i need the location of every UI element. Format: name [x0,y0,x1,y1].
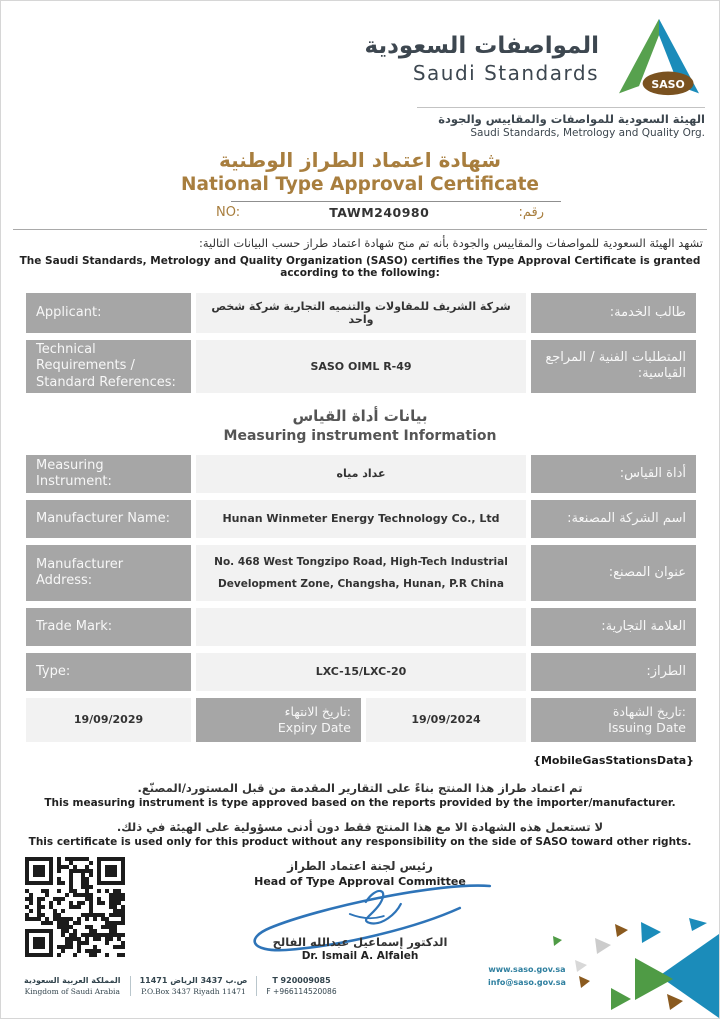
note-liability-ar: لا تستعمل هذه الشهادة الا مع هذا المنتج فقط دون أدنى مسؤولية على الهيئة في ذلك. [116,819,604,834]
saso-logo-icon [613,17,705,101]
expiry-date-value: 19/09/2029 [26,698,191,742]
header [1,1,719,101]
org-name-english: Saudi Standards, Metrology and Quality Org. [470,127,705,139]
signatory-names [1,935,719,962]
type-value: LXC-15/LXC-20 [196,653,526,691]
instrument-section-title-en: Measuring instrument Information [223,427,497,444]
issuing-date-value: 19/09/2024 [366,698,526,742]
note-approval [1,781,719,809]
note-approval-en: This measuring instrument is type approved based on the reports provided by the importer/manufacturer. [44,796,676,809]
manufacturer-address-label-en: Manufacturer Address: [26,545,191,601]
type-label-en: Type: [26,653,191,691]
expiry-date-label [196,698,361,742]
title-divider [231,201,561,202]
footer-pobox-en: P.O.Box 3437 Riyadh 11471 [141,987,246,996]
expiry-date-label-en: Expiry Date [277,719,351,735]
applicant-label-ar: طالب الخدمة: [531,293,696,333]
note-liability-en: This certificate is used only for this product without any responsibility on the side of SASO toward other rights. [28,835,692,848]
website-link[interactable]: www.saso.gov.sa [488,965,566,974]
certificate-number-label-ar: رقم: [518,205,544,220]
attestation-english: The Saudi Standards, Metrology and Quality Organization (SASO) certifies the Type Approval Certificate is granted according to the following: [19,255,701,279]
mobile-gas-stations-tag: {MobileGasStationsData} [533,753,694,767]
issuing-date-label [531,698,696,742]
technical-requirements-value: SASO OIML R-49 [196,340,526,393]
manufacturer-address-value: No. 468 West Tongzipo Road, High-Tech Industrial Development Zone, Changsha, Hunan, P.R China [196,545,526,601]
manufacturer-name-value: Hunan Winmeter Energy Technology Co., Ltd [196,500,526,538]
applicant-table [26,293,694,393]
footer-country [15,976,130,996]
certificate-number-row [216,205,544,220]
applicant-value: شركة الشريف للمقاولات والتنميه التجارية شركة شخص واحد [196,293,526,333]
footer-contact [15,976,346,996]
notes [1,781,719,848]
org-name-arabic: الهيئة السعودية للمواصفات والمقاييس والجودة [438,112,705,126]
measuring-instrument-label-en: Measuring Instrument: [26,455,191,493]
issuing-date-label-en: Issuing Date [608,719,686,735]
signatory-role-ar: رئيس لجنة اعتماد الطراز [287,858,433,873]
signatory-name-ar: الدكتور إسماعيل عبدالله الفالح [272,934,448,949]
certificate-title-arabic: شهادة اعتماد الطراز الوطنية [218,148,502,172]
applicant-label-en: Applicant: [26,293,191,333]
triangle-decoration [549,918,719,1018]
instrument-section-heading [1,407,719,444]
trade-mark-label-ar: العلامة التجارية: [531,608,696,646]
measuring-instrument-value: عداد مياه [196,455,526,493]
trade-mark-value [196,608,526,646]
certificate-number-label-en: NO: [216,205,241,220]
footer-fax: F +966114520086 [266,987,337,996]
technical-requirements-label-ar: المتطلبات الفنية / المراجع القياسية: [531,340,696,393]
instrument-table [26,455,694,691]
footer-telephone: T 920009085 [272,976,331,985]
attestation-arabic: تشهد الهيئة السعودية للمواصفات والمقاييس والجودة بأنه تم منح شهادة اعتماد طراز حسب البيانات التالية: [199,236,703,250]
note-liability [1,820,719,848]
saso-logo-text: SASO [651,77,685,91]
certificate-number-value: TAWM240980 [329,205,430,220]
brand-text [365,33,600,85]
section-divider [13,229,707,230]
technical-requirements-label-en: Technical Requirements / Standard References: [26,340,191,393]
brand-name-arabic: المواصفات السعودية [364,33,599,60]
trade-mark-label-en: Trade Mark: [26,608,191,646]
expiry-date-label-ar: تاريخ الانتهاء: [284,703,351,719]
certificate-title-english: National Type Approval Certificate [181,174,539,195]
type-label-ar: الطراز: [531,653,696,691]
email-link[interactable]: info@saso.gov.sa [488,977,566,987]
signatory-role-en: Head of Type Approval Committee [254,874,466,888]
footer-country-ar: المملكة العربية السعودية [24,976,121,985]
manufacturer-name-label-en: Manufacturer Name: [26,500,191,538]
brand-name-english: Saudi Standards [412,60,599,85]
footer-pobox [130,976,257,996]
footer-pobox-ar: ص.ب 3437 الرياض 11471 [139,976,248,985]
manufacturer-address-label-ar: عنوان المصنع: [531,545,696,601]
issuing-date-label-ar: تاريخ الشهادة: [612,703,686,719]
measuring-instrument-label-ar: أداة القياس: [531,455,696,493]
instrument-section-title-ar: بيانات أداة القياس [292,406,428,425]
header-divider [417,107,705,108]
footer-phones [256,976,345,996]
signatory-name-en: Dr. Ismail A. Alfaleh [301,949,419,962]
dates-row [26,698,694,742]
note-approval-ar: تم اعتماد طراز هذا المنتج بناءً على التقارير المقدمة من قبل المستورد/المصنّع. [137,780,583,795]
manufacturer-name-label-ar: اسم الشركة المصنعة: [531,500,696,538]
footer-country-en: Kingdom of Saudi Arabia [24,987,120,996]
